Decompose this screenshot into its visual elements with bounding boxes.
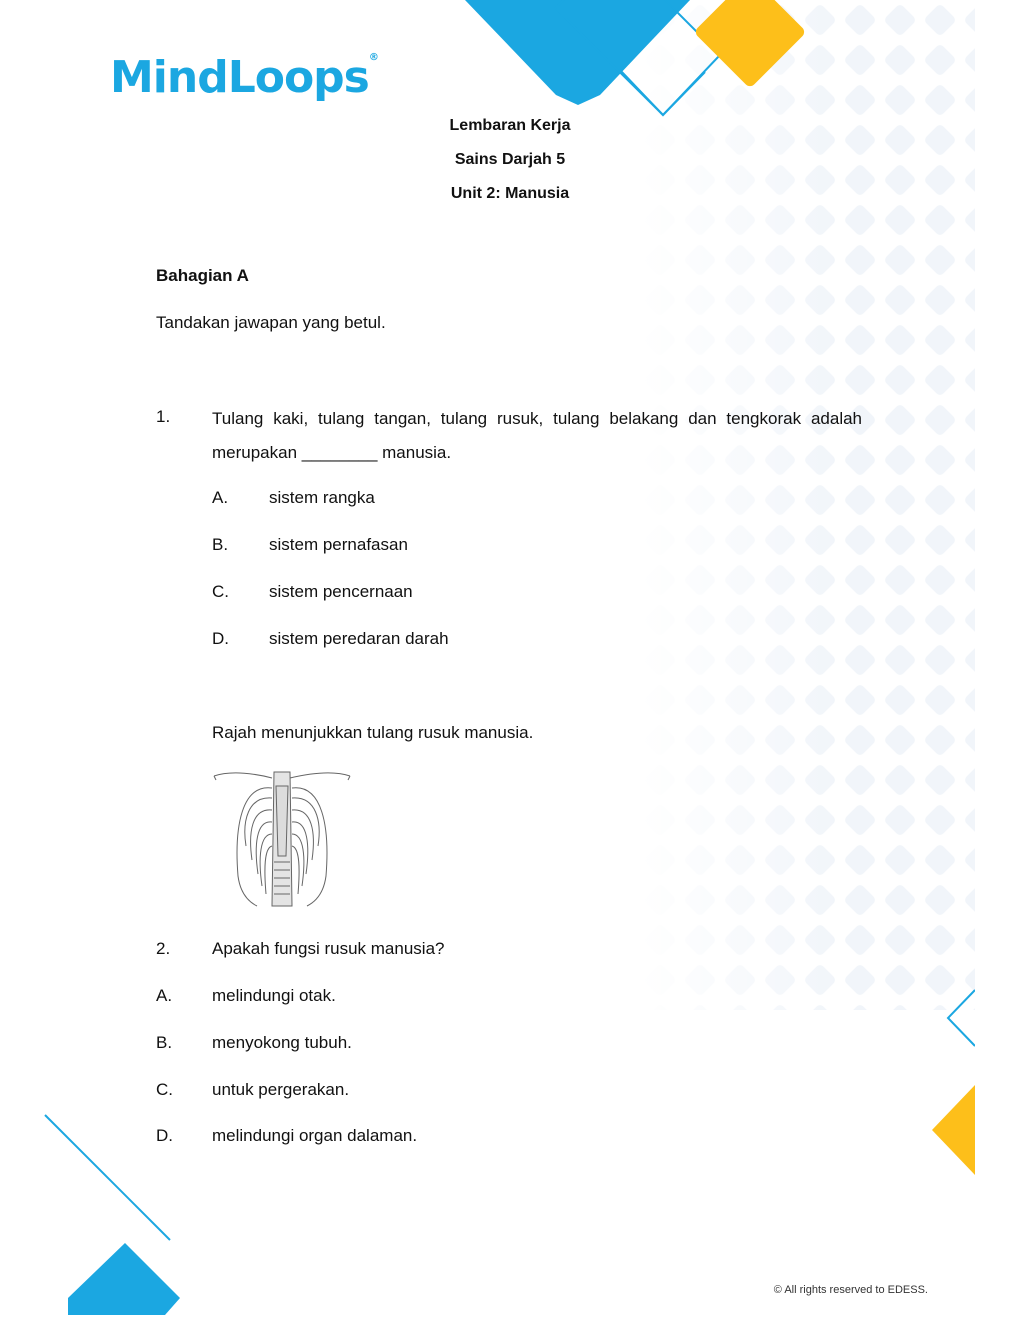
q2-option-d-label: D. xyxy=(156,1126,173,1145)
q1-option-d: sistem peredaran darah xyxy=(269,629,449,648)
q2-text: Apakah fungsi rusuk manusia? xyxy=(212,939,445,958)
q1-text: Tulang kaki, tulang tangan, tulang rusuk, tulang belakang dan tengkorak adalah merupakan ________ manusia. xyxy=(212,409,862,462)
q1-number: 1. xyxy=(156,407,171,426)
q2-option-d: melindungi organ dalaman. xyxy=(212,1126,418,1145)
q2-option-b: menyokong tubuh. xyxy=(212,1033,352,1052)
subject-title: Sains Darjah 5 xyxy=(454,151,566,168)
q1-option-b-label: B. xyxy=(212,535,229,554)
q2-option-c: untuk pergerakan. xyxy=(212,1080,350,1099)
q2-intro: Rajah menunjukkan tulang rusuk manusia. xyxy=(212,723,534,742)
q2-option-a-label: A. xyxy=(156,986,173,1005)
q1-option-d-label: D. xyxy=(212,629,229,648)
unit-title: Unit 2: Manusia xyxy=(450,185,570,202)
section-title: Bahagian A xyxy=(156,266,249,285)
q2-number: 2. xyxy=(156,939,171,958)
q1-option-c-label: C. xyxy=(212,582,229,601)
q2-option-a: melindungi otak. xyxy=(212,986,336,1005)
q2-option-b-label: B. xyxy=(156,1033,173,1052)
q1-option-a-label: A. xyxy=(212,488,229,507)
q1-option-b: sistem pernafasan xyxy=(269,535,408,554)
q2-option-c-label: C. xyxy=(156,1080,173,1099)
registered-mark: ® xyxy=(368,52,378,63)
copyright-footer: © All rights reserved to EDESS. xyxy=(773,1284,928,1296)
worksheet-title: Lembaran Kerja xyxy=(449,117,571,134)
section-instruction: Tandakan jawapan yang betul. xyxy=(156,313,386,332)
q1-option-a: sistem rangka xyxy=(269,488,375,507)
brand-logo xyxy=(110,52,378,103)
q1-option-c: sistem pencernaan xyxy=(269,582,413,601)
ribcage-illustration xyxy=(212,766,352,912)
logo-text: MindLoops xyxy=(110,52,369,103)
